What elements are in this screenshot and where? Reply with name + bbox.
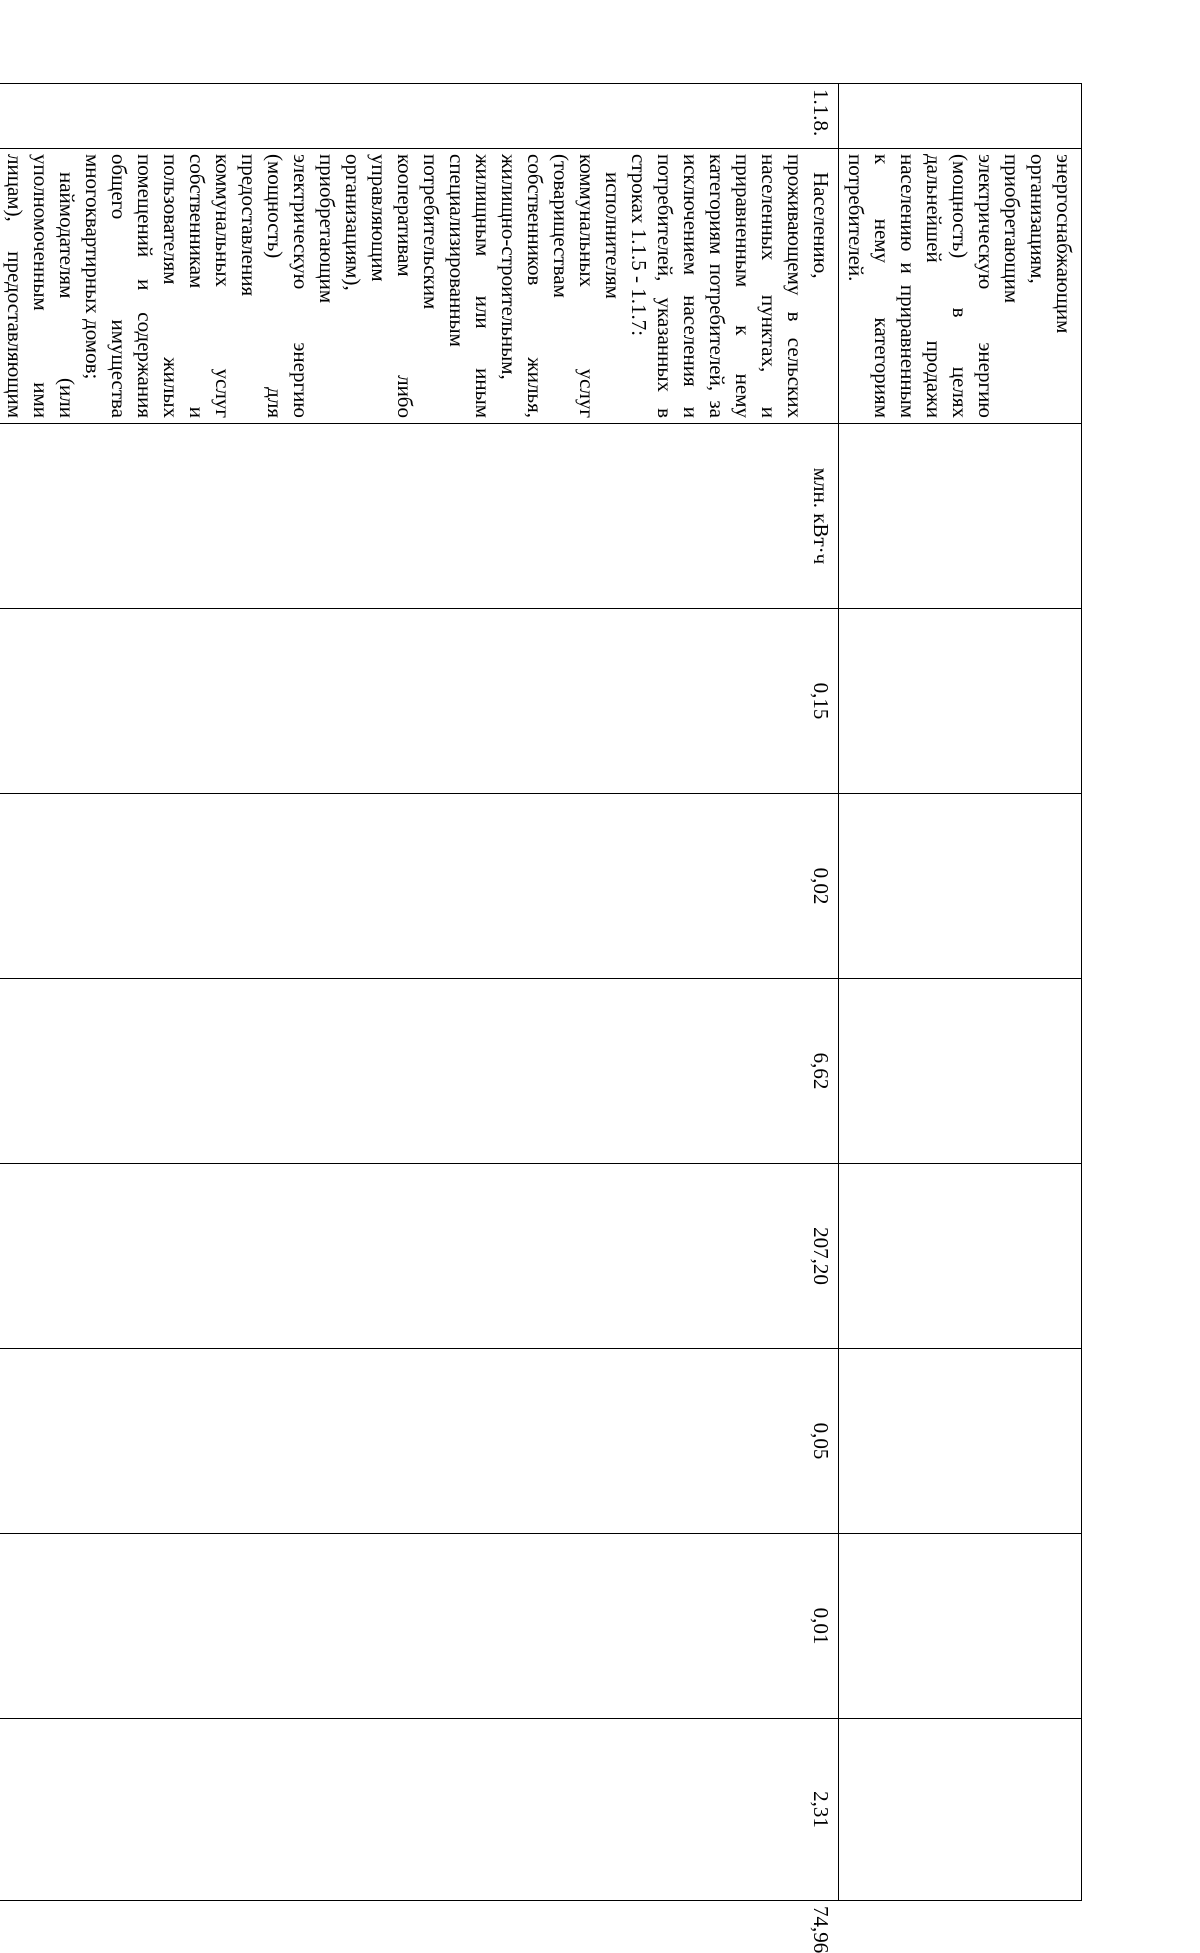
empty-cell: [839, 1719, 1082, 1901]
value-cell: 207,20: [0, 1164, 839, 1349]
row-number: [839, 84, 1082, 149]
tariff-table: [0, 83, 1082, 1953]
value-cell: 0,02: [0, 794, 839, 979]
empty-cell: [839, 1534, 1082, 1719]
description-text: Населению, проживающему в сельских населенных пунктах, и приравненным к нему категориям потребителей, за исключением населения и потребителей, указанных в строках 1.1.5 - 1.1.7:: [627, 154, 833, 418]
unit-cell: млн. кВт·ч: [0, 424, 839, 609]
row-number: 1.1.8.: [0, 84, 839, 149]
value-cell: 2,31: [0, 1719, 839, 1901]
empty-cell: [839, 609, 1082, 794]
value-cell: 0,15: [0, 609, 839, 794]
empty-cell: [839, 979, 1082, 1164]
table-row: 1.1.8. Населению, проживающему в сельских населенных пунктах, и приравненным к нему категориям потребителей, за исключением населения и потребителей, указанных в строках 1.1.5 - 1.1.7: исполнителям коммунальных услуг (товариществам собственников жилья, жилищно-строительным, жилищным или иным специализированным потребительским кооперативам либо управляющим организациям), приобретающим электрическую энергию (мощность) для предоставления коммунальных услуг собственникам и пользователям жилых помещений и содержания общего имущества многоквартирных домов; наймодателям (или уполномоченным ими лицам), предоставляющим млн. кВт·ч 0,15 0,02 6,62 207,20 0,05 0,01 2,31 74,96: [0, 84, 839, 1901]
empty-cell: [839, 794, 1082, 979]
description-text: наймодателям (или уполномоченным ими лицам), предоставляющим: [3, 154, 79, 418]
empty-cell: [839, 1349, 1082, 1534]
rotated-table-wrapper: [3, 83, 1082, 1953]
empty-cell: [839, 424, 1082, 609]
row-description: [839, 149, 1082, 424]
value-cell: 0,05: [0, 1349, 839, 1534]
value-cell: 0,01: [0, 1534, 839, 1719]
row-description: [0, 149, 839, 424]
description-text: исполнителям коммунальных услуг (товариществам собственников жилья, жилищно-строительным, жилищным или иным специализированным потребительским кооперативам либо управляющим организациям), приобретающим электрическую энергию (мощность) для предоставления коммунальных услуг собственникам и пользователям жилых помещений и содержания общего имущества многоквартирных домов;: [81, 154, 625, 418]
table-row: [839, 84, 1082, 1901]
empty-cell: [839, 1164, 1082, 1349]
value-cell: 6,62: [0, 979, 839, 1164]
description-text: энергоснабжающим организациям, приобретающим электрическую энергию (мощность) в целях дальнейшей продажи населению и приравненным к нему категориям потребителей.: [844, 154, 1076, 418]
